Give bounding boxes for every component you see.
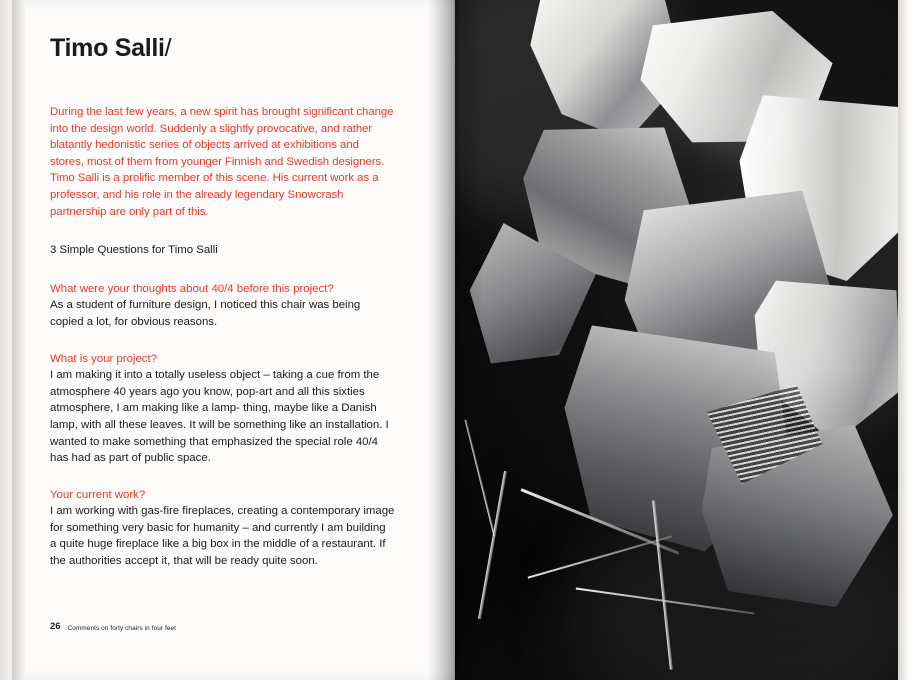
qa-answer: I am working with gas-fire fireplaces, creating a contemporary image for something very basic for humanity – and currently I am building a quite huge fireplace like a big box in the middle of a restaurant. If the authorities accept it, that will be ready quite soon. (50, 505, 395, 568)
qa-item (50, 351, 395, 467)
left-page (12, 0, 455, 680)
chrome-rod (465, 420, 496, 537)
running-head: Comments on forty chairs in four feet (67, 624, 177, 632)
qa-answer: As a student of furniture design, I noticed this chair was being copied a lot, for obvious reasons. (50, 299, 361, 328)
left-page-edge (12, 0, 25, 680)
qa-item (50, 281, 395, 331)
specular-highlight (683, 86, 803, 156)
qa-answer: I am making it into a totally useless object – taking a cue from the atmosphere 40 years ago you know, pop-art and all this sixties atmosphere, I am making like a lamp- thing, maybe like a Danish lamp, with all these leaves. It will be something like an installation. I wanted to make something that emphasized the special role 40/4 has had as part of public space. (50, 369, 389, 465)
qa-question: Your current work? (50, 488, 146, 501)
section-lead: 3 Simple Questions for Timo Salli (50, 244, 218, 257)
qa-question: What were your thoughts about 40/4 before this project? (50, 282, 334, 295)
photograph (455, 0, 898, 680)
page-title (50, 34, 171, 63)
folio (50, 621, 176, 632)
specular-highlight (777, 330, 867, 390)
page-title-text: Timo Salli (50, 34, 165, 62)
page-number: 26 (50, 621, 61, 632)
intro-paragraph: During the last few years, a new spirit has brought significant change into the design world. Suddenly a slightly provocative, and rather blatantly hedonistic series of objects arrived at exhibitions and stores, most of them from younger Finnish and Swedish designers. Timo Salli is a prolific member of this scene. His current work as a professor, and his role in the already legendary Snowcrash partnership are only part of this. (50, 106, 394, 218)
right-page-edge (898, 0, 910, 680)
page-title-slash: / (164, 34, 172, 62)
article-body (50, 104, 395, 570)
right-page (455, 0, 898, 680)
qa-question: What is your project? (50, 352, 157, 365)
qa-item (50, 487, 395, 570)
